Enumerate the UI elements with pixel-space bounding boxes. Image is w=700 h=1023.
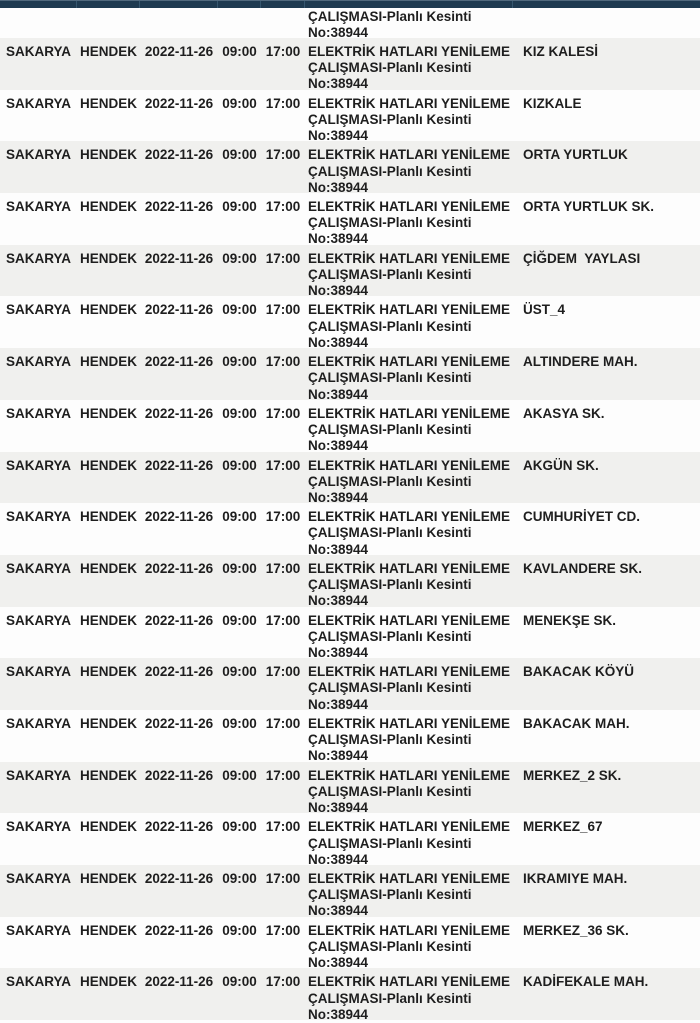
date-cell: 2022-11-26 bbox=[144, 147, 214, 163]
description-cell bbox=[305, 38, 513, 93]
description-line-1: ELEKTRİK HATLARI YENİLEME bbox=[308, 560, 511, 576]
location-cell: BAKACAK MAH. bbox=[523, 715, 630, 731]
date-cell: 2022-11-26 bbox=[144, 871, 214, 886]
description-line-3: No:38944 bbox=[308, 955, 369, 971]
description-cell bbox=[305, 503, 513, 558]
table-row bbox=[0, 245, 700, 297]
description-line-3: No:38944 bbox=[308, 1006, 369, 1022]
table-row bbox=[0, 90, 700, 142]
description-line-1: ELEKTRİK HATLARI YENİLEME bbox=[308, 819, 511, 835]
description-cell bbox=[305, 607, 513, 662]
description-cell bbox=[305, 90, 513, 145]
description-line-2: ÇALIŞMASI-Planlı Kesinti bbox=[308, 163, 472, 179]
description-line-1: ELEKTRİK HATLARI YENİLEME bbox=[308, 664, 511, 680]
district-cell: HENDEK bbox=[79, 819, 137, 835]
location-cell: AKGÜN SK. bbox=[523, 457, 599, 473]
table-row bbox=[0, 968, 700, 1020]
description-line-1: ELEKTRİK HATLARI YENİLEME bbox=[308, 250, 511, 266]
description-line-1: ELEKTRİK HATLARI YENİLEME bbox=[308, 199, 511, 215]
description-cell bbox=[305, 762, 513, 817]
table-row bbox=[0, 452, 700, 504]
start-time-cell: 09:00 bbox=[222, 612, 257, 628]
table-row bbox=[0, 555, 700, 607]
location-cell: KIZKALE bbox=[523, 95, 582, 111]
description-line-2: ÇALIŞMASI-Planlı Kesinti bbox=[308, 835, 472, 851]
table-body bbox=[0, 8, 700, 1020]
table-row bbox=[0, 658, 700, 710]
end-time-cell: 17:00 bbox=[265, 819, 301, 835]
date-cell: 2022-11-26 bbox=[144, 95, 214, 111]
start-time-cell: 09:00 bbox=[222, 457, 257, 473]
start-time-cell bbox=[218, 8, 261, 41]
start-time-cell: 09:00 bbox=[222, 147, 257, 163]
description-line-2: ÇALIŞMASI-Planlı Kesinti bbox=[308, 60, 472, 76]
description-line-3: No:38944 bbox=[308, 283, 369, 299]
start-time-cell: 09:00 bbox=[222, 354, 257, 370]
location-cell bbox=[513, 8, 700, 41]
description-cell bbox=[305, 710, 513, 765]
start-time-cell: 09:00 bbox=[222, 199, 257, 215]
end-time-cell: 17:00 bbox=[265, 405, 301, 421]
start-time-cell: 09:00 bbox=[222, 819, 257, 835]
description-line-1: ELEKTRİK HATLARI YENİLEME bbox=[308, 457, 511, 473]
table-row bbox=[0, 141, 700, 193]
location-cell: ALTINDERE MAH. bbox=[523, 354, 638, 370]
header-cell-description bbox=[305, 1, 513, 8]
description-line-2: ÇALIŞMASI-Planlı Kesinti bbox=[308, 525, 472, 541]
district-cell: HENDEK bbox=[79, 44, 137, 59]
city-cell: SAKARYA bbox=[5, 560, 71, 576]
description-line-2: ÇALIŞMASI-Planlı Kesinti bbox=[308, 783, 472, 799]
district-cell bbox=[77, 8, 140, 41]
city-cell: SAKARYA bbox=[5, 95, 71, 111]
date-cell: 2022-11-26 bbox=[144, 612, 214, 628]
city-cell: SAKARYA bbox=[5, 974, 71, 990]
location-cell: KADİFEKALE MAH. bbox=[523, 974, 649, 990]
date-cell: 2022-11-26 bbox=[144, 44, 214, 59]
district-cell: HENDEK bbox=[79, 871, 137, 886]
description-line-3: No:38944 bbox=[308, 76, 369, 92]
description-line-2: ÇALIŞMASI-Planlı Kesinti bbox=[308, 215, 472, 231]
description-line-2: ÇALIŞMASI-Planlı Kesinti bbox=[308, 680, 472, 696]
description-cell bbox=[305, 141, 513, 196]
location-cell: BAKACAK KÖYÜ bbox=[523, 664, 634, 680]
description-cell bbox=[305, 8, 513, 41]
date-cell: 2022-11-26 bbox=[144, 922, 214, 938]
date-cell: 2022-11-26 bbox=[144, 715, 214, 731]
district-cell: HENDEK bbox=[79, 974, 137, 990]
district-cell: HENDEK bbox=[79, 560, 137, 576]
description-line-1: ELEKTRİK HATLARI YENİLEME bbox=[308, 612, 511, 628]
description-line-1: ELEKTRİK HATLARI YENİLEME bbox=[308, 509, 511, 525]
description-line-3: No:38944 bbox=[308, 334, 369, 350]
city-cell: SAKARYA bbox=[5, 147, 71, 163]
table-row bbox=[0, 503, 700, 555]
location-cell: MERKEZ_2 SK. bbox=[523, 767, 622, 783]
city-cell: SAKARYA bbox=[5, 250, 71, 266]
description-line-3: No:38944 bbox=[308, 593, 369, 609]
district-cell: HENDEK bbox=[79, 147, 137, 163]
district-cell: HENDEK bbox=[79, 767, 137, 783]
city-cell: SAKARYA bbox=[5, 664, 71, 680]
description-cell bbox=[305, 865, 513, 920]
city-cell: SAKARYA bbox=[5, 302, 71, 318]
date-cell: 2022-11-26 bbox=[144, 767, 214, 783]
start-time-cell: 09:00 bbox=[222, 560, 257, 576]
start-time-cell: 09:00 bbox=[222, 974, 257, 990]
description-line-1: ELEKTRİK HATLARI YENİLEME bbox=[308, 405, 511, 421]
end-time-cell: 17:00 bbox=[265, 250, 301, 266]
district-cell: HENDEK bbox=[79, 95, 137, 111]
location-cell: ÜST_4 bbox=[523, 302, 566, 318]
date-cell: 2022-11-26 bbox=[144, 819, 214, 835]
location-cell: ORTA YURTLUK SK. bbox=[523, 199, 654, 215]
date-cell: 2022-11-26 bbox=[144, 199, 214, 215]
location-cell: CUMHURİYET CD. bbox=[523, 509, 640, 525]
table-row bbox=[0, 296, 700, 348]
end-time-cell: 17:00 bbox=[265, 715, 301, 731]
table-row bbox=[0, 8, 700, 41]
description-line-2: ÇALIŞMASI-Planlı Kesinti bbox=[308, 422, 472, 438]
header-cell-end-time bbox=[261, 1, 305, 8]
date-cell: 2022-11-26 bbox=[144, 974, 214, 990]
description-cell bbox=[305, 968, 513, 1023]
district-cell: HENDEK bbox=[79, 302, 137, 318]
location-cell: MERKEZ_36 SK. bbox=[523, 922, 629, 938]
description-line-2: ÇALIŞMASI-Planlı Kesinti bbox=[308, 938, 472, 954]
end-time-cell: 17:00 bbox=[265, 199, 301, 215]
description-line-1: ELEKTRİK HATLARI YENİLEME bbox=[308, 922, 511, 938]
start-time-cell: 09:00 bbox=[222, 922, 257, 938]
description-line-1: ELEKTRİK HATLARI YENİLEME bbox=[308, 147, 511, 163]
description-line-1: ELEKTRİK HATLARI YENİLEME bbox=[308, 767, 511, 783]
description-line-2: ÇALIŞMASI-Planlı Kesinti bbox=[308, 318, 472, 334]
table-row bbox=[0, 348, 700, 400]
district-cell: HENDEK bbox=[79, 664, 137, 680]
table-row bbox=[0, 762, 700, 814]
table-row bbox=[0, 917, 700, 969]
start-time-cell: 09:00 bbox=[222, 250, 257, 266]
start-time-cell: 09:00 bbox=[222, 664, 257, 680]
table-row bbox=[0, 813, 700, 865]
description-cell bbox=[305, 555, 513, 610]
district-cell: HENDEK bbox=[79, 405, 137, 421]
date-cell: 2022-11-26 bbox=[144, 457, 214, 473]
city-cell: SAKARYA bbox=[5, 922, 71, 938]
description-line-3: No:38944 bbox=[308, 489, 369, 505]
start-time-cell: 09:00 bbox=[222, 715, 257, 731]
location-cell: ÇİĞDEM YAYLASI bbox=[523, 250, 641, 266]
city-cell: SAKARYA bbox=[5, 612, 71, 628]
description-line-3: No:38944 bbox=[308, 25, 369, 41]
city-cell: SAKARYA bbox=[5, 767, 71, 783]
description-line-2: ÇALIŞMASI-Planlı Kesinti bbox=[308, 266, 472, 282]
location-cell: KIZ KALESİ bbox=[523, 44, 599, 59]
city-cell: SAKARYA bbox=[5, 819, 71, 835]
header-cell-date bbox=[140, 1, 218, 8]
description-line-1: ELEKTRİK HATLARI YENİLEME bbox=[308, 44, 511, 59]
district-cell: HENDEK bbox=[79, 922, 137, 938]
date-cell: 2022-11-26 bbox=[144, 405, 214, 421]
end-time-cell: 17:00 bbox=[265, 457, 301, 473]
start-time-cell: 09:00 bbox=[222, 302, 257, 318]
description-line-3: No:38944 bbox=[308, 541, 369, 557]
start-time-cell: 09:00 bbox=[222, 767, 257, 783]
description-line-1: ELEKTRİK HATLARI YENİLEME bbox=[308, 974, 511, 990]
description-line-3: No:38944 bbox=[308, 386, 369, 402]
description-cell bbox=[305, 348, 513, 403]
description-line-2: ÇALIŞMASI-Planlı Kesinti bbox=[308, 628, 472, 644]
end-time-cell: 17:00 bbox=[265, 147, 301, 163]
description-cell bbox=[305, 245, 513, 300]
location-cell: IKRAMIYE MAH. bbox=[523, 871, 628, 886]
date-cell: 2022-11-26 bbox=[144, 560, 214, 576]
header-cell-start-time bbox=[218, 1, 261, 8]
table-row bbox=[0, 193, 700, 245]
description-cell bbox=[305, 400, 513, 455]
date-cell: 2022-11-26 bbox=[144, 664, 214, 680]
start-time-cell: 09:00 bbox=[222, 871, 257, 886]
district-cell: HENDEK bbox=[79, 354, 137, 370]
description-cell bbox=[305, 813, 513, 868]
description-cell bbox=[305, 452, 513, 507]
end-time-cell: 17:00 bbox=[265, 871, 301, 886]
city-cell: SAKARYA bbox=[5, 354, 71, 370]
table-row bbox=[0, 400, 700, 452]
description-line-2: ÇALIŞMASI-Planlı Kesinti bbox=[308, 887, 472, 903]
end-time-cell: 17:00 bbox=[265, 44, 301, 59]
description-line-3: No:38944 bbox=[308, 438, 369, 454]
end-time-cell: 17:00 bbox=[265, 922, 301, 938]
description-line-2: ÇALIŞMASI-Planlı Kesinti bbox=[308, 732, 472, 748]
description-line-3: No:38944 bbox=[308, 179, 369, 195]
end-time-cell: 17:00 bbox=[265, 302, 301, 318]
city-cell: SAKARYA bbox=[5, 457, 71, 473]
district-cell: HENDEK bbox=[79, 457, 137, 473]
description-line-2: ÇALIŞMASI-Planlı Kesinti bbox=[308, 473, 472, 489]
table-row bbox=[0, 710, 700, 762]
table-header-divider-bar bbox=[0, 0, 700, 8]
end-time-cell: 17:00 bbox=[265, 664, 301, 680]
end-time-cell: 17:00 bbox=[265, 612, 301, 628]
date-cell: 2022-11-26 bbox=[144, 509, 214, 525]
end-time-cell bbox=[261, 8, 305, 41]
start-time-cell: 09:00 bbox=[222, 95, 257, 111]
description-line-2: ÇALIŞMASI-Planlı Kesinti bbox=[308, 111, 472, 127]
description-line-3: No:38944 bbox=[308, 644, 369, 660]
description-line-3: No:38944 bbox=[308, 748, 369, 764]
city-cell: SAKARYA bbox=[5, 715, 71, 731]
start-time-cell: 09:00 bbox=[222, 44, 257, 59]
date-cell: 2022-11-26 bbox=[144, 354, 214, 370]
district-cell: HENDEK bbox=[79, 509, 137, 525]
end-time-cell: 17:00 bbox=[265, 354, 301, 370]
description-line-1: ELEKTRİK HATLARI YENİLEME bbox=[308, 354, 511, 370]
end-time-cell: 17:00 bbox=[265, 560, 301, 576]
description-line-1: ELEKTRİK HATLARI YENİLEME bbox=[308, 871, 511, 886]
description-line-2: ÇALIŞMASI-Planlı Kesinti bbox=[308, 370, 472, 386]
end-time-cell: 17:00 bbox=[265, 509, 301, 525]
start-time-cell: 09:00 bbox=[222, 509, 257, 525]
description-cell bbox=[305, 658, 513, 713]
description-line-1: ELEKTRİK HATLARI YENİLEME bbox=[308, 95, 511, 111]
header-cell-district bbox=[77, 1, 140, 8]
end-time-cell: 17:00 bbox=[265, 95, 301, 111]
header-cell-location bbox=[513, 1, 700, 8]
city-cell: SAKARYA bbox=[5, 509, 71, 525]
description-line-3: No:38944 bbox=[308, 903, 369, 919]
date-cell: 2022-11-26 bbox=[144, 250, 214, 266]
date-cell bbox=[140, 8, 218, 41]
description-line-2: ÇALIŞMASI-Planlı Kesinti bbox=[308, 990, 472, 1006]
end-time-cell: 17:00 bbox=[265, 767, 301, 783]
location-cell: MENEKŞE SK. bbox=[523, 612, 617, 628]
description-line-3: No:38944 bbox=[308, 696, 369, 712]
location-cell: ORTA YURTLUK bbox=[523, 147, 628, 163]
city-cell bbox=[0, 8, 77, 41]
description-line-3: No:38944 bbox=[308, 800, 369, 816]
table-row bbox=[0, 607, 700, 659]
city-cell: SAKARYA bbox=[5, 199, 71, 215]
start-time-cell: 09:00 bbox=[222, 405, 257, 421]
description-line-1: ELEKTRİK HATLARI YENİLEME bbox=[308, 715, 511, 731]
description-line-3: No:38944 bbox=[308, 851, 369, 867]
description-cell bbox=[305, 917, 513, 972]
description-line-2: ÇALIŞMASI-Planlı Kesinti bbox=[308, 577, 472, 593]
description-cell bbox=[305, 193, 513, 248]
district-cell: HENDEK bbox=[79, 715, 137, 731]
district-cell: HENDEK bbox=[79, 612, 137, 628]
description-line-3: No:38944 bbox=[308, 128, 369, 144]
description-line-2: ÇALIŞMASI-Planlı Kesinti bbox=[308, 9, 472, 24]
description-line-1: ELEKTRİK HATLARI YENİLEME bbox=[308, 302, 511, 318]
district-cell: HENDEK bbox=[79, 250, 137, 266]
description-cell bbox=[305, 296, 513, 351]
location-cell: KAVLANDERE SK. bbox=[523, 560, 643, 576]
city-cell: SAKARYA bbox=[5, 405, 71, 421]
district-cell: HENDEK bbox=[79, 199, 137, 215]
end-time-cell: 17:00 bbox=[265, 974, 301, 990]
description-line-3: No:38944 bbox=[308, 231, 369, 247]
location-cell: MERKEZ_67 bbox=[523, 819, 603, 835]
city-cell: SAKARYA bbox=[5, 44, 71, 59]
table-row bbox=[0, 865, 700, 917]
header-cell-city bbox=[0, 1, 77, 8]
table-row bbox=[0, 38, 700, 90]
date-cell: 2022-11-26 bbox=[144, 302, 214, 318]
location-cell: AKASYA SK. bbox=[523, 405, 605, 421]
city-cell: SAKARYA bbox=[5, 871, 71, 886]
